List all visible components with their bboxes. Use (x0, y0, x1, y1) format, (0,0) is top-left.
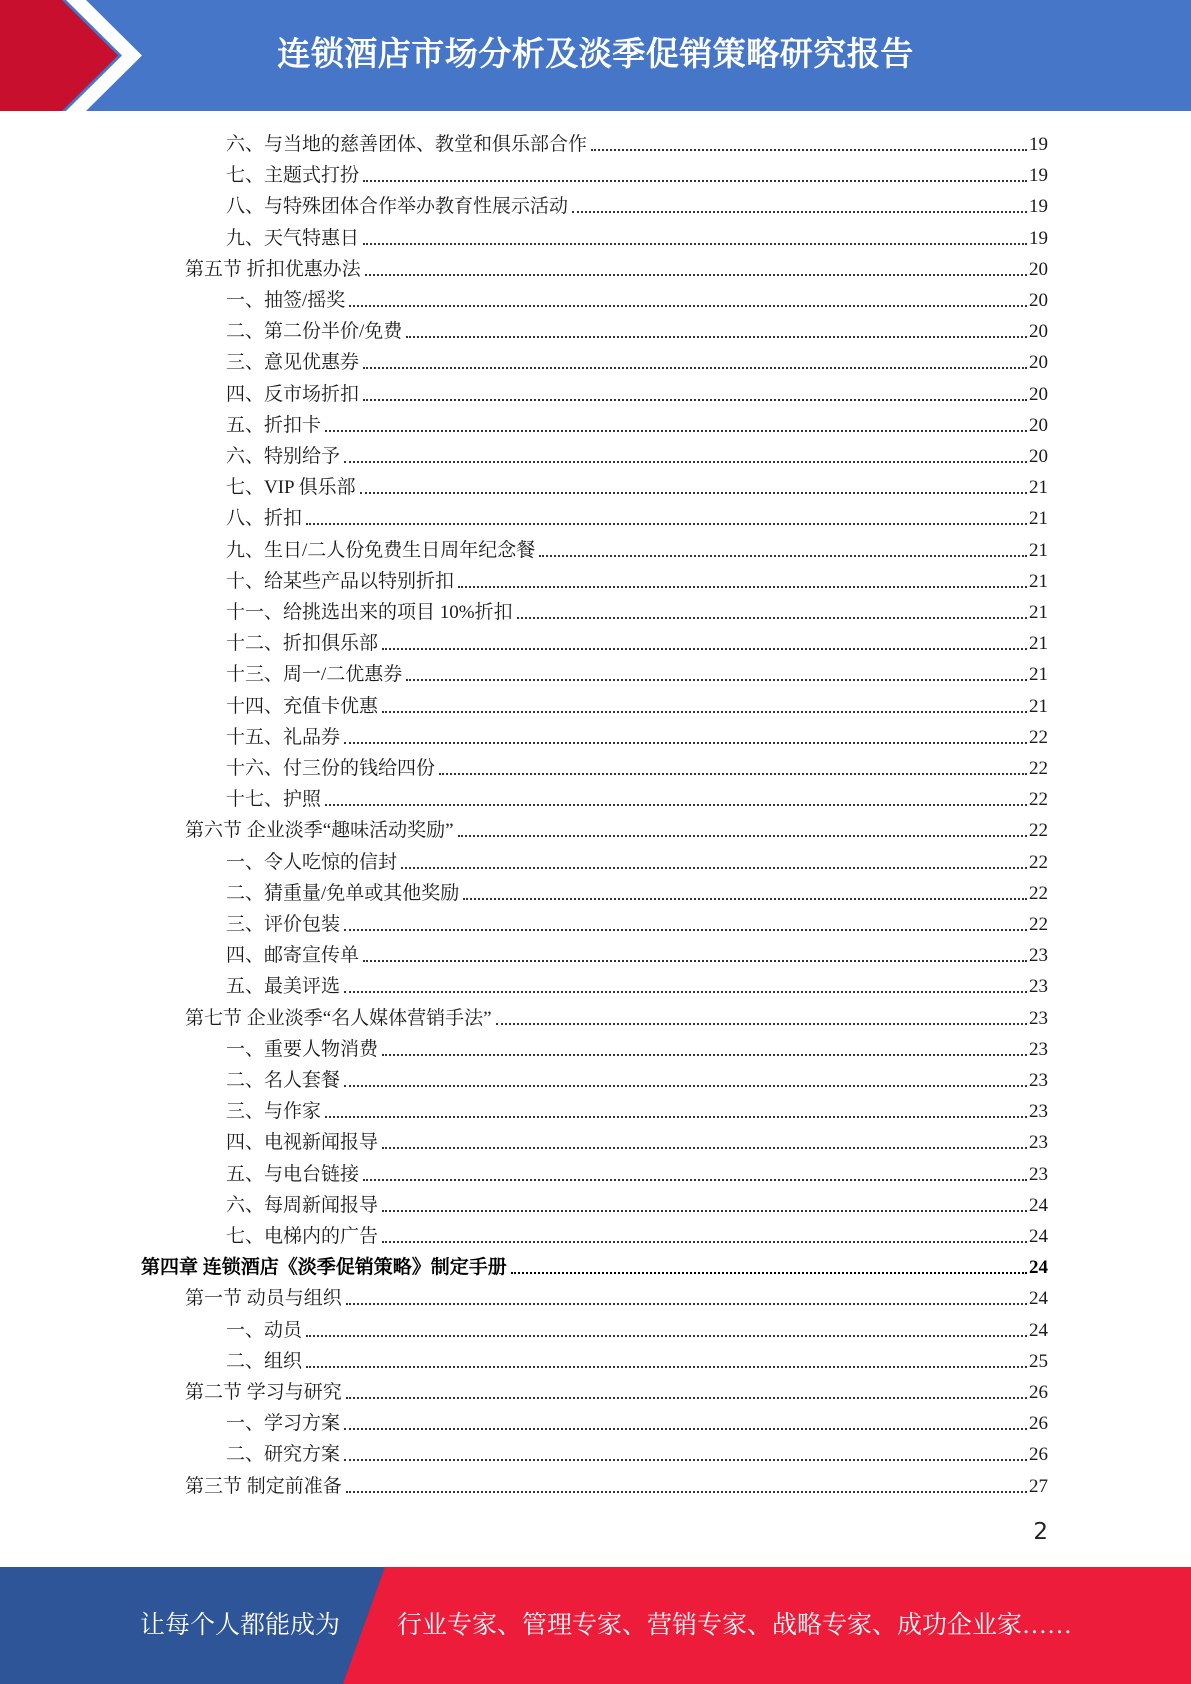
toc-entry-page: 22 (1029, 882, 1048, 904)
report-title: 连锁酒店市场分析及淡季促销策略研究报告 (277, 34, 914, 73)
toc-entry[interactable] (185, 812, 1048, 843)
toc-dot-leader (306, 523, 1027, 525)
toc-entry-label: 一、学习方案 (226, 1413, 341, 1435)
toc-entry-page: 25 (1029, 1350, 1048, 1372)
toc-dot-leader (306, 1335, 1027, 1337)
toc-entry[interactable] (226, 781, 1048, 812)
toc-dot-leader (382, 1210, 1027, 1212)
toc-entry-page: 21 (1029, 633, 1048, 655)
toc-entry-page: 24 (1029, 1257, 1048, 1279)
toc-entry-label: 第七节 企业淡季“名人媒体营销手法” (185, 1007, 492, 1029)
toc-entry-label: 一、令人吃惊的信封 (226, 851, 398, 873)
toc-entry-page: 21 (1029, 664, 1048, 686)
toc-entry[interactable] (185, 1280, 1048, 1311)
toc-entry-page: 24 (1029, 1226, 1048, 1247)
toc-entry-page: 20 (1029, 258, 1048, 280)
toc-dot-leader (346, 1491, 1027, 1493)
toc-entry-page: 21 (1029, 477, 1048, 499)
toc-entry-label: 十七、护照 (226, 789, 322, 811)
toc-entry-page: 22 (1029, 789, 1048, 811)
toc-entry-label: 四、邮寄宣传单 (226, 945, 360, 967)
toc-entry-label: 七、电梯内的广告 (226, 1226, 379, 1247)
toc-entry[interactable] (226, 1187, 1048, 1218)
toc-dot-leader (363, 180, 1027, 182)
toc-entry[interactable] (226, 1312, 1048, 1343)
toc-entry-label: 五、折扣卡 (226, 414, 322, 436)
toc-entry-label: 一、动员 (226, 1319, 303, 1341)
toc-dot-leader (346, 1303, 1027, 1305)
toc-dot-leader (346, 1397, 1027, 1399)
toc-entry-page: 26 (1029, 1382, 1048, 1403)
toc-dot-leader (325, 1116, 1027, 1118)
toc-entry-label: 二、研究方案 (226, 1444, 341, 1466)
toc-entry-page: 21 (1029, 602, 1048, 623)
toc-entry-page: 23 (1029, 1132, 1048, 1154)
toc-entry[interactable] (226, 438, 1048, 469)
page-number: 2 (1033, 1519, 1048, 1545)
toc-entry[interactable] (226, 532, 1048, 563)
toc-entry[interactable] (226, 157, 1048, 188)
toc-entry-label: 第五节 折扣优惠办法 (185, 258, 361, 280)
toc-entry-label: 二、猜重量/免单或其他奖励 (226, 882, 460, 904)
toc-dot-leader (458, 586, 1027, 588)
toc-entry-page: 22 (1029, 726, 1048, 748)
toc-entry-label: 五、最美评选 (226, 976, 341, 998)
toc-entry[interactable] (226, 1124, 1048, 1155)
toc-entry-page: 22 (1029, 820, 1048, 842)
toc-entry-page: 20 (1029, 383, 1048, 405)
toc-entry-label: 第四章 连锁酒店《淡季促销策略》制定手册 (141, 1257, 507, 1279)
toc-entry-label: 七、主题式打扮 (226, 165, 360, 187)
toc-dot-leader (439, 773, 1027, 775)
toc-dot-leader (517, 617, 1027, 619)
toc-entry-label: 二、第二份半价/免费 (226, 321, 403, 343)
toc-entry-page: 26 (1029, 1413, 1048, 1435)
toc-entry-page: 21 (1029, 570, 1048, 592)
toc-dot-leader (349, 305, 1027, 307)
toc-entry-page: 24 (1029, 1319, 1048, 1341)
toc-entry[interactable] (226, 719, 1048, 750)
toc-entry[interactable] (226, 1343, 1048, 1374)
toc-dot-leader (382, 1054, 1027, 1056)
toc-dot-leader (382, 711, 1027, 713)
toc-entry-label: 十三、周一/二优惠券 (226, 664, 403, 686)
toc-entry-page: 24 (1029, 1194, 1048, 1216)
toc-entry[interactable] (185, 1374, 1048, 1405)
toc-dot-leader (360, 492, 1027, 494)
toc-dot-leader (363, 1179, 1027, 1181)
toc-entry[interactable] (226, 1062, 1048, 1093)
toc-entry-page: 20 (1029, 446, 1048, 467)
toc-entry-label: 第二节 学习与研究 (185, 1382, 342, 1403)
header-arrow-decoration (0, 0, 160, 111)
toc-dot-leader (382, 1241, 1027, 1243)
toc-dot-leader (344, 929, 1027, 931)
toc-entry[interactable] (226, 968, 1048, 999)
toc-dot-leader (458, 835, 1027, 837)
toc-entry-label: 十二、折扣俱乐部 (226, 633, 379, 655)
toc-entry-label: 第六节 企业淡季“趣味活动奖励” (185, 820, 454, 842)
toc-entry[interactable] (226, 563, 1048, 594)
toc-entry-page: 23 (1029, 1101, 1048, 1123)
toc-entry-page: 23 (1029, 1070, 1048, 1091)
toc-entry-label: 六、与当地的慈善团体、教堂和俱乐部合作 (226, 134, 588, 155)
toc-dot-leader (344, 1085, 1027, 1087)
toc-entry[interactable] (226, 937, 1048, 968)
toc-entry[interactable] (226, 1093, 1048, 1124)
page-header (0, 0, 1191, 111)
toc-entry-label: 三、与作家 (226, 1101, 322, 1123)
toc-entry[interactable] (226, 407, 1048, 438)
toc-entry[interactable] (185, 1468, 1048, 1499)
toc-entry-page: 22 (1029, 851, 1048, 873)
toc-entry-label: 九、天气特惠日 (226, 227, 360, 249)
toc-entry[interactable] (226, 469, 1048, 500)
toc-entry-label: 十四、充值卡优惠 (226, 695, 379, 717)
toc-dot-leader (325, 804, 1027, 806)
toc-dot-leader (382, 1147, 1027, 1149)
toc-dot-leader (344, 742, 1027, 744)
toc-entry[interactable] (226, 1031, 1048, 1062)
toc-dot-leader (363, 960, 1027, 962)
toc-entry-page: 22 (1029, 914, 1048, 935)
toc-entry[interactable] (226, 1218, 1048, 1249)
toc-entry[interactable] (226, 220, 1048, 251)
toc-dot-leader (344, 461, 1027, 463)
footer-slogan-right: 行业专家、管理专家、营销专家、战略专家、成功企业家…… (397, 1612, 1073, 1639)
toc-entry[interactable] (226, 126, 1048, 157)
toc-dot-leader (591, 149, 1027, 151)
toc-entry[interactable] (226, 344, 1048, 375)
toc-entry[interactable] (185, 251, 1048, 282)
toc-entry[interactable] (226, 750, 1048, 781)
toc-entry-label: 十五、礼品券 (226, 726, 341, 748)
toc-entry[interactable] (226, 282, 1048, 313)
toc-dot-leader (496, 1023, 1027, 1025)
toc-entry-label: 八、折扣 (226, 508, 303, 530)
toc-entry-page: 23 (1029, 945, 1048, 967)
toc-dot-leader (363, 243, 1027, 245)
toc-entry-page: 19 (1029, 196, 1048, 218)
toc-entry-page: 23 (1029, 1163, 1048, 1185)
toc-dot-leader (365, 274, 1027, 276)
toc-entry-label: 四、电视新闻报导 (226, 1132, 379, 1154)
toc-entry-page: 20 (1029, 321, 1048, 343)
toc-dot-leader (344, 991, 1027, 993)
toc-entry[interactable] (226, 1156, 1048, 1187)
toc-entry[interactable] (226, 1405, 1048, 1436)
toc-entry[interactable] (226, 844, 1048, 875)
toc-entry[interactable] (226, 594, 1048, 625)
toc-entry[interactable] (226, 376, 1048, 407)
toc-entry-label: 七、VIP 俱乐部 (226, 477, 356, 499)
toc-entry-label: 三、评价包装 (226, 914, 341, 935)
toc-entry[interactable] (226, 688, 1048, 719)
toc-entry-label: 一、重要人物消费 (226, 1038, 379, 1060)
toc-entry-label: 五、与电台链接 (226, 1163, 360, 1185)
toc-entry-label: 六、特别给予 (226, 446, 341, 467)
toc-dot-leader (539, 555, 1027, 557)
toc-entry-label: 三、意见优惠券 (226, 352, 360, 374)
toc-dot-leader (463, 898, 1027, 900)
toc-entry-page: 20 (1029, 290, 1048, 311)
toc-entry[interactable] (226, 313, 1048, 344)
toc-entry-label: 第一节 动员与组织 (185, 1288, 342, 1310)
toc-dot-leader (572, 211, 1027, 213)
toc-dot-leader (344, 1459, 1027, 1461)
toc-entry-page: 20 (1029, 352, 1048, 374)
toc-entry[interactable] (141, 1249, 1048, 1280)
toc-entry-page: 23 (1029, 1007, 1048, 1029)
toc-entry-page: 21 (1029, 508, 1048, 530)
toc-entry-page: 21 (1029, 539, 1048, 561)
toc-entry-label: 十、给某些产品以特别折扣 (226, 570, 455, 592)
toc-dot-leader (306, 1366, 1027, 1368)
toc-dot-leader (382, 648, 1027, 650)
toc-entry[interactable] (226, 500, 1048, 531)
toc-entry[interactable] (185, 1000, 1048, 1031)
toc-dot-leader (406, 336, 1027, 338)
toc-entry-label: 第三节 制定前准备 (185, 1475, 342, 1497)
toc-entry-page: 19 (1029, 134, 1048, 155)
toc-dot-leader (511, 1272, 1027, 1274)
toc-entry-page: 20 (1029, 414, 1048, 436)
toc-entry[interactable] (226, 188, 1048, 219)
toc-entry-page: 26 (1029, 1444, 1048, 1466)
toc-entry-label: 十六、付三份的钱给四份 (226, 758, 436, 779)
toc-entry-label: 一、抽签/摇奖 (226, 290, 346, 311)
toc-entry-page: 27 (1029, 1475, 1048, 1497)
toc-dot-leader (406, 679, 1027, 681)
toc-dot-leader (325, 430, 1027, 432)
toc-entry[interactable] (226, 656, 1048, 687)
toc-entry-page: 19 (1029, 227, 1048, 249)
toc-entry[interactable] (226, 1436, 1048, 1467)
page-footer (0, 1567, 1191, 1684)
toc-entry-page: 23 (1029, 1038, 1048, 1060)
toc-entry-label: 四、反市场折扣 (226, 383, 360, 405)
toc-dot-leader (344, 1428, 1027, 1430)
toc-entry-page: 24 (1029, 1288, 1048, 1310)
footer-slogan-left: 让每个人都能成为 (140, 1612, 341, 1639)
toc-dot-leader (363, 367, 1027, 369)
toc-entry[interactable] (226, 625, 1048, 656)
toc-entry-label: 十一、给挑选出来的项目 10%折扣 (226, 602, 513, 623)
toc-entry-label: 二、组织 (226, 1350, 303, 1372)
toc-dot-leader (401, 867, 1027, 869)
toc-entry-label: 八、与特殊团体合作举办教育性展示活动 (226, 196, 569, 218)
toc-entry[interactable] (226, 875, 1048, 906)
toc-entry[interactable] (226, 906, 1048, 937)
toc-entry-page: 21 (1029, 695, 1048, 717)
toc-entry-label: 九、生日/二人份免费生日周年纪念餐 (226, 539, 536, 561)
toc-entry-label: 六、每周新闻报导 (226, 1194, 379, 1216)
toc-entry-label: 二、名人套餐 (226, 1070, 341, 1091)
toc-entry-page: 22 (1029, 758, 1048, 779)
toc-entry-page: 23 (1029, 976, 1048, 998)
toc-dot-leader (363, 399, 1027, 401)
toc-entry-page: 19 (1029, 165, 1048, 187)
